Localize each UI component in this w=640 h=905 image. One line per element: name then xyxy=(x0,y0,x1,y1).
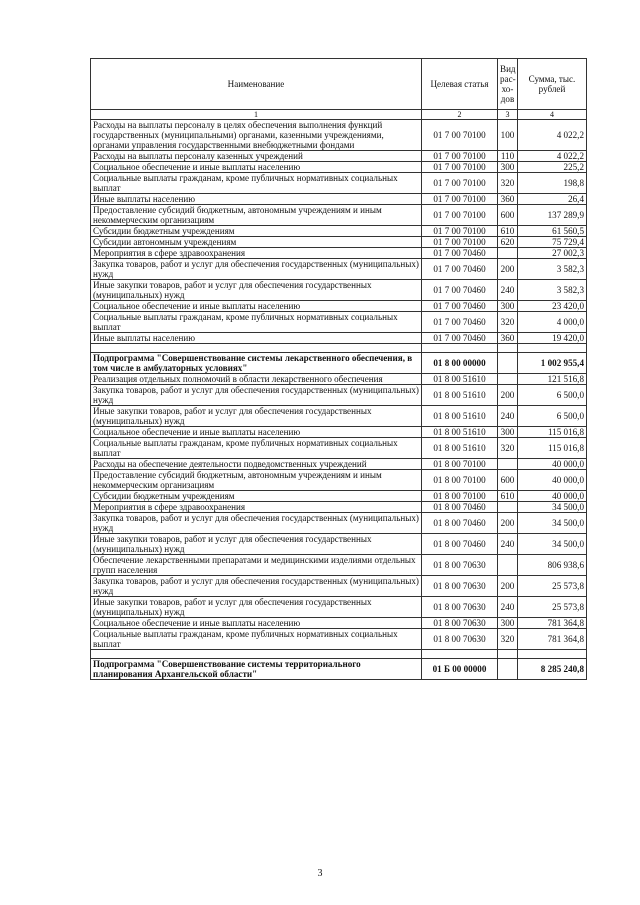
cell-code: 01 7 00 70460 xyxy=(422,333,498,344)
cell-code: 01 7 00 70100 xyxy=(422,226,498,237)
table-row xyxy=(91,406,587,427)
column-number: 4 xyxy=(518,110,587,120)
cell-sum: 34 500,0 xyxy=(518,534,587,555)
cell-name: Иные закупки товаров, работ и услуг для обеспечения государственных (муниципальных) нужд xyxy=(91,534,422,555)
cell-name: Иные закупки товаров, работ и услуг для обеспечения государственных (муниципальных) нужд xyxy=(91,597,422,618)
table-row xyxy=(91,459,587,470)
cell-code: 01 7 00 70100 xyxy=(422,173,498,194)
table-row xyxy=(91,427,587,438)
table-row xyxy=(91,248,587,259)
cell-vid: 240 xyxy=(498,406,518,427)
cell-sum: 8 285 240,8 xyxy=(518,659,587,680)
cell-code: 01 7 00 70100 xyxy=(422,237,498,248)
cell-code: 01 8 00 70630 xyxy=(422,629,498,650)
cell-name: Реализация отдельных полномочий в области лекарственного обеспечения xyxy=(91,374,422,385)
cell-sum: 40 000,0 xyxy=(518,459,587,470)
cell-name xyxy=(91,650,422,659)
cell-name: Социальные выплаты гражданам, кроме публичных нормативных социальных выплат xyxy=(91,629,422,650)
cell-vid: 320 xyxy=(498,173,518,194)
column-header-sum: Сумма, тыс. рублей xyxy=(518,59,587,110)
table-row xyxy=(91,438,587,459)
table-row xyxy=(91,385,587,406)
cell-name: Расходы на выплаты персоналу казенных учреждений xyxy=(91,151,422,162)
cell-name: Закупка товаров, работ и услуг для обеспечения государственных (муниципальных) нужд xyxy=(91,513,422,534)
cell-vid xyxy=(498,555,518,576)
cell-code: 01 7 00 70460 xyxy=(422,301,498,312)
cell-sum: 806 938,6 xyxy=(518,555,587,576)
cell-name: Социальные выплаты гражданам, кроме публичных нормативных социальных выплат xyxy=(91,438,422,459)
cell-vid: 200 xyxy=(498,385,518,406)
cell-name: Социальные выплаты гражданам, кроме публичных нормативных социальных выплат xyxy=(91,312,422,333)
column-number-row xyxy=(91,110,587,120)
table-spacer-row xyxy=(91,344,587,353)
cell-code: 01 8 00 51610 xyxy=(422,427,498,438)
cell-sum xyxy=(518,650,587,659)
cell-name: Закупка товаров, работ и услуг для обеспечения государственных (муниципальных) нужд xyxy=(91,385,422,406)
cell-code: 01 7 00 70100 xyxy=(422,162,498,173)
cell-vid: 360 xyxy=(498,333,518,344)
cell-sum: 40 000,0 xyxy=(518,470,587,491)
cell-sum: 19 420,0 xyxy=(518,333,587,344)
cell-code: 01 7 00 70100 xyxy=(422,151,498,162)
column-number: 1 xyxy=(91,110,422,120)
cell-sum: 4 022,2 xyxy=(518,120,587,151)
table-row xyxy=(91,194,587,205)
cell-vid: 110 xyxy=(498,151,518,162)
table-row xyxy=(91,555,587,576)
table-row xyxy=(91,513,587,534)
cell-code xyxy=(422,344,498,353)
cell-name: Расходы на обеспечение деятельности подведомственных учреждений xyxy=(91,459,422,470)
cell-code: 01 8 00 70630 xyxy=(422,597,498,618)
table-row xyxy=(91,280,587,301)
cell-sum: 25 573,8 xyxy=(518,597,587,618)
column-number: 3 xyxy=(498,110,518,120)
cell-sum xyxy=(518,344,587,353)
cell-sum: 137 289,9 xyxy=(518,205,587,226)
cell-sum: 40 000,0 xyxy=(518,491,587,502)
cell-vid: 240 xyxy=(498,280,518,301)
cell-code: 01 8 00 70460 xyxy=(422,534,498,555)
cell-name: Расходы на выплаты персоналу в целях обеспечения выполнения функций государственных (муниципальными) органами, казенными учреждениями, органами управления государственными внебюджетными фондами xyxy=(91,120,422,151)
cell-vid: 610 xyxy=(498,491,518,502)
cell-name: Подпрограмма "Совершенствование системы лекарственного обеспечения, в том числе в амбулаторных условиях" xyxy=(91,353,422,374)
cell-sum: 781 364,8 xyxy=(518,629,587,650)
cell-vid: 360 xyxy=(498,194,518,205)
budget-table xyxy=(90,58,587,680)
cell-name: Социальное обеспечение и иные выплаты населению xyxy=(91,162,422,173)
cell-vid xyxy=(498,659,518,680)
cell-code: 01 8 00 51610 xyxy=(422,438,498,459)
cell-vid: 620 xyxy=(498,237,518,248)
column-header-code: Целевая статья xyxy=(422,59,498,110)
cell-vid xyxy=(498,374,518,385)
subprogram-row xyxy=(91,353,587,374)
cell-name: Иные закупки товаров, работ и услуг для обеспечения государственных (муниципальных) нужд xyxy=(91,406,422,427)
cell-vid: 240 xyxy=(498,597,518,618)
cell-code: 01 8 00 70630 xyxy=(422,555,498,576)
cell-name: Предоставление субсидий бюджетным, автономным учреждениям и иным некоммерческим организациям xyxy=(91,205,422,226)
cell-name: Субсидии бюджетным учреждениям xyxy=(91,491,422,502)
table-row xyxy=(91,173,587,194)
cell-name: Мероприятия в сфере здравоохранения xyxy=(91,502,422,513)
cell-name: Мероприятия в сфере здравоохранения xyxy=(91,248,422,259)
cell-name: Подпрограмма "Совершенствование системы территориального планирования Архангельской области" xyxy=(91,659,422,680)
cell-sum: 781 364,8 xyxy=(518,618,587,629)
cell-vid: 300 xyxy=(498,427,518,438)
cell-code: 01 8 00 70630 xyxy=(422,576,498,597)
table-row xyxy=(91,237,587,248)
table-row xyxy=(91,629,587,650)
cell-code: 01 8 00 70460 xyxy=(422,513,498,534)
table-row xyxy=(91,470,587,491)
cell-code: 01 7 00 70100 xyxy=(422,205,498,226)
cell-vid: 320 xyxy=(498,312,518,333)
cell-sum: 4 022,2 xyxy=(518,151,587,162)
cell-sum: 1 002 955,4 xyxy=(518,353,587,374)
table-body xyxy=(91,120,587,680)
cell-name: Предоставление субсидий бюджетным, автономным учреждениям и иным некоммерческим организациям xyxy=(91,470,422,491)
subprogram-row xyxy=(91,659,587,680)
cell-name xyxy=(91,344,422,353)
cell-sum: 6 500,0 xyxy=(518,406,587,427)
cell-name: Иные выплаты населению xyxy=(91,333,422,344)
cell-name: Закупка товаров, работ и услуг для обеспечения государственных (муниципальных) нужд xyxy=(91,576,422,597)
cell-sum: 3 582,3 xyxy=(518,259,587,280)
cell-name: Социальные выплаты гражданам, кроме публичных нормативных социальных выплат xyxy=(91,173,422,194)
cell-code: 01 8 00 70460 xyxy=(422,502,498,513)
cell-sum: 25 573,8 xyxy=(518,576,587,597)
cell-code: 01 7 00 70460 xyxy=(422,312,498,333)
table-row xyxy=(91,312,587,333)
cell-sum: 115 016,8 xyxy=(518,438,587,459)
cell-vid: 300 xyxy=(498,162,518,173)
table-row xyxy=(91,374,587,385)
cell-sum: 34 500,0 xyxy=(518,513,587,534)
cell-vid xyxy=(498,459,518,470)
column-number: 2 xyxy=(422,110,498,120)
cell-code: 01 8 00 70100 xyxy=(422,491,498,502)
table-row xyxy=(91,259,587,280)
cell-vid: 200 xyxy=(498,259,518,280)
table-row xyxy=(91,597,587,618)
column-header-vid: Вид рас-хо-дов xyxy=(498,59,518,110)
cell-vid: 100 xyxy=(498,120,518,151)
cell-code: 01 8 00 70100 xyxy=(422,470,498,491)
cell-sum: 6 500,0 xyxy=(518,385,587,406)
cell-vid xyxy=(498,248,518,259)
cell-vid xyxy=(498,502,518,513)
table-row xyxy=(91,151,587,162)
table-spacer-row xyxy=(91,650,587,659)
table-header-row xyxy=(91,59,587,110)
cell-name: Обеспечение лекарственными препаратами и медицинскими изделиями отдельных групп населения xyxy=(91,555,422,576)
cell-sum: 121 516,8 xyxy=(518,374,587,385)
cell-code: 01 8 00 51610 xyxy=(422,374,498,385)
cell-sum: 198,8 xyxy=(518,173,587,194)
cell-code: 01 7 00 70100 xyxy=(422,120,498,151)
cell-sum: 34 500,0 xyxy=(518,502,587,513)
cell-code: 01 7 00 70460 xyxy=(422,248,498,259)
table-row xyxy=(91,618,587,629)
cell-code: 01 7 00 70100 xyxy=(422,194,498,205)
table-row xyxy=(91,333,587,344)
table-row xyxy=(91,491,587,502)
cell-code: 01 7 00 70460 xyxy=(422,259,498,280)
cell-sum: 225,2 xyxy=(518,162,587,173)
cell-name: Закупка товаров, работ и услуг для обеспечения государственных (муниципальных) нужд xyxy=(91,259,422,280)
cell-sum: 27 002,3 xyxy=(518,248,587,259)
cell-name: Социальное обеспечение и иные выплаты населению xyxy=(91,301,422,312)
table-row xyxy=(91,120,587,151)
cell-code: 01 8 00 51610 xyxy=(422,385,498,406)
cell-vid xyxy=(498,650,518,659)
table-row xyxy=(91,301,587,312)
cell-vid: 320 xyxy=(498,629,518,650)
page-number: 3 xyxy=(317,868,323,879)
table-row xyxy=(91,226,587,237)
table-row xyxy=(91,205,587,226)
cell-sum: 3 582,3 xyxy=(518,280,587,301)
cell-sum: 61 560,5 xyxy=(518,226,587,237)
cell-name: Субсидии бюджетным учреждениям xyxy=(91,226,422,237)
cell-vid: 600 xyxy=(498,205,518,226)
table-row xyxy=(91,576,587,597)
cell-code: 01 7 00 70460 xyxy=(422,280,498,301)
cell-vid: 320 xyxy=(498,438,518,459)
cell-code: 01 8 00 00000 xyxy=(422,353,498,374)
cell-name: Иные закупки товаров, работ и услуг для обеспечения государственных (муниципальных) нужд xyxy=(91,280,422,301)
cell-sum: 75 729,4 xyxy=(518,237,587,248)
cell-name: Субсидии автономным учреждениям xyxy=(91,237,422,248)
cell-vid: 610 xyxy=(498,226,518,237)
column-header-name: Наименование xyxy=(91,59,422,110)
cell-name: Социальное обеспечение и иные выплаты населению xyxy=(91,618,422,629)
cell-code xyxy=(422,650,498,659)
cell-name: Иные выплаты населению xyxy=(91,194,422,205)
cell-sum: 26,4 xyxy=(518,194,587,205)
cell-vid xyxy=(498,344,518,353)
table-row xyxy=(91,534,587,555)
table-row xyxy=(91,162,587,173)
cell-sum: 115 016,8 xyxy=(518,427,587,438)
cell-code: 01 8 00 51610 xyxy=(422,406,498,427)
cell-sum: 23 420,0 xyxy=(518,301,587,312)
cell-vid: 240 xyxy=(498,534,518,555)
table-row xyxy=(91,502,587,513)
cell-vid: 200 xyxy=(498,513,518,534)
cell-vid: 300 xyxy=(498,618,518,629)
cell-vid: 300 xyxy=(498,301,518,312)
cell-name: Социальное обеспечение и иные выплаты населению xyxy=(91,427,422,438)
cell-code: 01 8 00 70100 xyxy=(422,459,498,470)
cell-vid: 200 xyxy=(498,576,518,597)
cell-vid xyxy=(498,353,518,374)
cell-code: 01 8 00 70630 xyxy=(422,618,498,629)
cell-vid: 600 xyxy=(498,470,518,491)
cell-sum: 4 000,0 xyxy=(518,312,587,333)
cell-code: 01 Б 00 00000 xyxy=(422,659,498,680)
